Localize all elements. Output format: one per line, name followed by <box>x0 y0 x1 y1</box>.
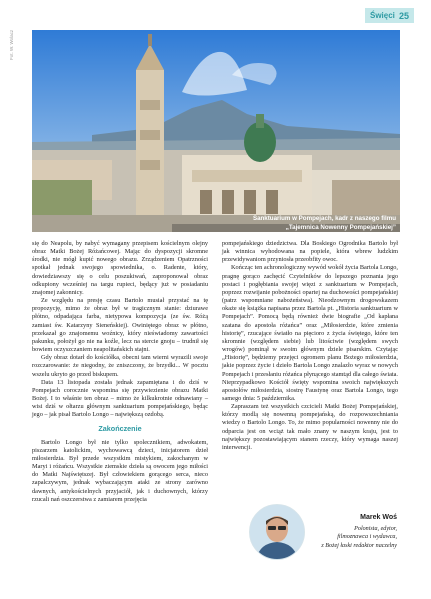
section-tab <box>365 8 414 23</box>
section-heading: Zakończenie <box>98 424 142 434</box>
paragraph: Gdy obraz dotarł do kościółka, obecni tam wierni wyrazili swoje rozczarowanie: że niegodny, że zniszczony, że brzydki... W pocztu wszelu ukryto go przed biskupem. <box>32 354 208 378</box>
paragraph: Zapraszam też wszystkich czcicieli Matki Bożej Pompejańskiej, którzy modlą się nowenną pompejańską, do rozpowszechniania wiedzy o Bartolo Longo. To, że mimo popularności nowenny nie do odparcia jest on wciąż tak mało znany w naszym kraju, jest to największy pozostawiającym stanem rzeczy, który wymaga naszej interwencji. <box>222 403 398 451</box>
paragraph: Kończąc ten achronologiczny wywód wokół życia Bartola Longo, pragnę gorąco zachęcić Czytelników do lepszego poznania jego postaci i pogłębiania swojej więzi z sanktuarium w Pompejach, poprzez rozwijanie pobożności opartej na duchowości pompejańskiej (patrz wspomniane nabożeństwa). Nieodzownym drogowskazem okaże się książka napisana przez Bartola pt. „Historia sanktuarium w Pompejach”. Pomocą będą również dwie biografie „Od kapłana szatana do apostoła różańca” oraz „Miłosierdzie, które zmienia historię”, rzucające światło na pięcioro z życia świętego, które ten skromnie (względem siebie) lub litościwie (względem swych wrogów) pominął w swoim głównym dziele pisarskim. Czytając „Historię”, będziemy przejęci ogromem planu Bożego miłosierdzia, jakie poprzez życie i dzieło Bartola Longo znalazło wyraz w nowych Pompejach i przesłaniu różańca płynącego stamtąd dla całego świata. Nieprzypadkowo Kościół święty wspomina swoich największych apostołów miłosierdzia, siostrę Faustynę oraz Bartola Longo, tego samego dnia: 5 października. <box>222 264 398 402</box>
caption-line: „Tajemnica Nowenny Pompejańskiej” <box>285 224 396 231</box>
sanctuary-photo-illustration <box>32 30 400 232</box>
section-label: Święci <box>370 11 395 20</box>
right-column <box>222 240 398 452</box>
photo-credit: Fot. W. Wolacz <box>9 29 14 60</box>
author-name: Marek Woś <box>360 514 397 521</box>
caption-line: Sanktuarium w Pompejach, kadr z naszego filmu <box>252 215 396 222</box>
paragraph: Data 13 listopada została jednak zapamiętana i do dziś w Pompejach corocznie wspomina się przywiezienie obrazu Matki Bożej. I to właśnie ten obraz – mimo że kilkukrotnie odnawiany – wisi dziś w ołtarzu głównym sanktuarium pompejańskiego, będąc jego – jak pisał Bartolo Longo – największą ozdobą. <box>32 378 208 419</box>
author-bio-line: z Bożej łaski redaktor naczelny <box>321 542 397 549</box>
author-bio-line: filmoznawca i wydawca, <box>337 534 397 541</box>
photo-caption <box>216 214 396 232</box>
author-bio <box>277 525 397 550</box>
paragraph: pompejańskiego dziedzictwa. Dla Boskiego Ogrodnika Bartolo był jak winnica wyhodowana na popiele, która wbrew ludzkim przewidywaniom przyniosła przeobfity owoc. <box>222 240 398 264</box>
page-number: 25 <box>398 10 409 21</box>
sanctuary-photo <box>32 30 400 232</box>
paragraph: Ze względu na presję czasu Bartolo musiał przystać na tę propozycję, mimo że obraz był w tragicznym stanie: dziurawe płótno, odpadająca farba, nietypowa kompozycja (ze św. Różą zamiast św. Katarzyny Sieneńskiej). Owiniętego obraz w płótno, przekazał go znajomemu woźnicy, który nieświadomy zawartości pakunku, położył go nie na koźle, lecz na stercie gnoju – trudnił się bowiem oczyszczaniem neapolitańskich stajni. <box>32 297 208 354</box>
paragraph: się do Neapolu, by nabyć wymagany przepisem kościelnym olejny obraz Matki Bożej Różańcowej. Mając do dyspozycji skromne środki, nie mógł kupić nowego obrazu. Zrządzeniem Opatrzności spotkał jednak swojego spowiednika, o. Radente, który, dowiedziawszy się o celu poszukiwań, zaproponował obraz odkupiony wcześniej na targu rupieci, będący już w posiadaniu znajomej zakonnicy. <box>32 240 208 296</box>
author-box <box>277 514 397 550</box>
left-column <box>32 240 208 504</box>
author-bio-line: Polonista, edytor, <box>354 526 397 532</box>
paragraph: Bartolo Longo był nie tylko spolecznikiem, adwokatem, piszarzem katolickim, wychowawcą dzieci, inicjatorem dzieł miłosierdzia. Był przede wszystkim mistykiem, zakochanym w Maryi i różańcu. Wszystkie ziemskie dzieła są owocem jego miłości do Matki Najświętszej. Był człowiekiem gorącego serca, nieco zapalczywym, jednak wybaczającym ataki ze strony zarówno dawnych, antykościelnych przyjaciół, jak i duchownych, którzy rzucali nań oszczerstwa z zamiarem przejęcia <box>32 438 208 503</box>
